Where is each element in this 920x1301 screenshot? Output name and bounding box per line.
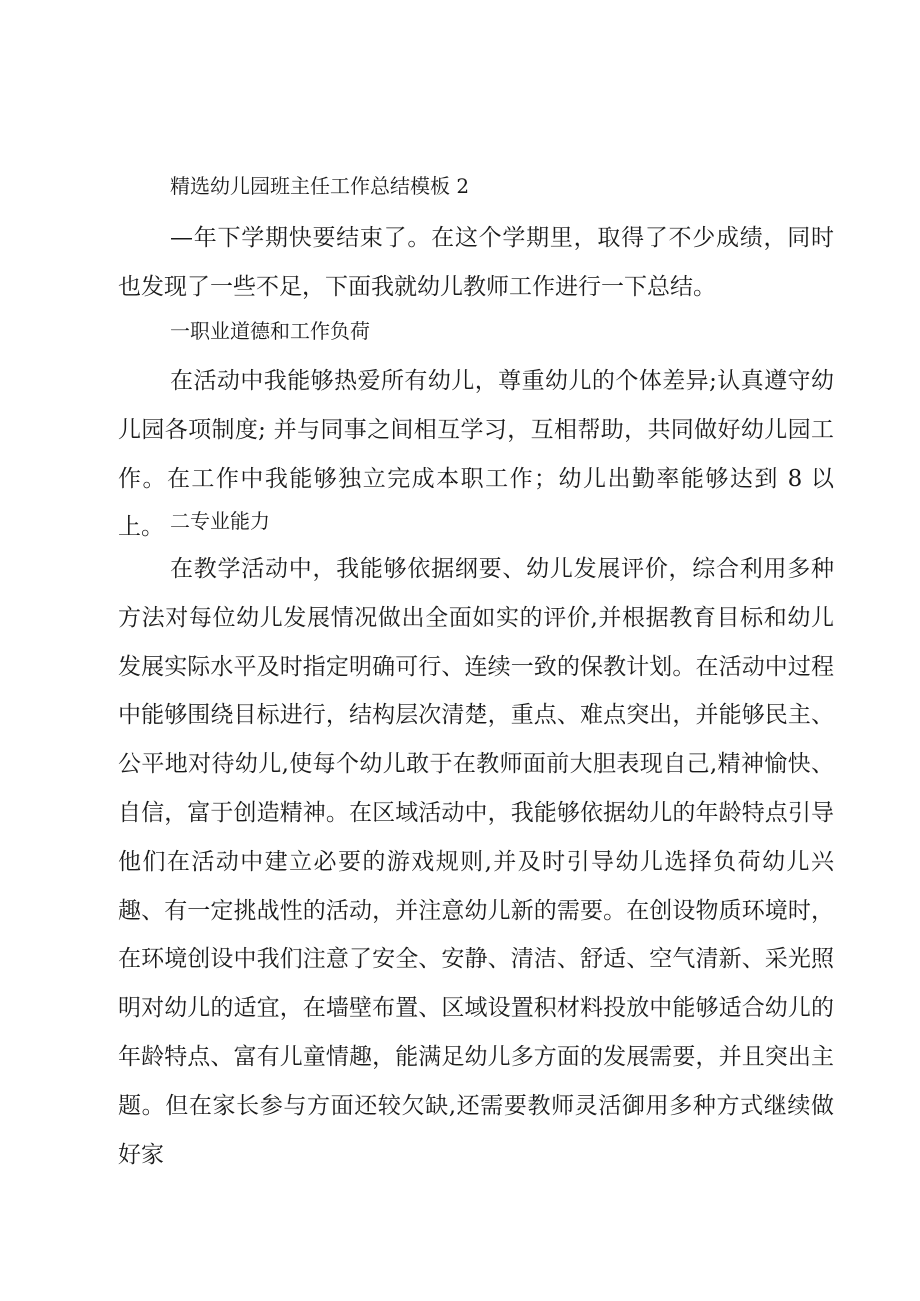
document-title: 精选幼儿园班主任工作总结模板 2 xyxy=(170,174,470,198)
section-heading-ethics: 一职业道德和工作负荷 xyxy=(170,319,370,343)
section-heading-ability: 二专业能力 xyxy=(170,509,270,533)
intro-paragraph: —年下学期快要结束了。在这个学期里，取得了不少成绩，同时也发现了一些不足，下面我就幼儿教师工作进行一下总结。 xyxy=(118,225,834,300)
section-body-ethics: 在活动中我能够热爱所有幼儿，尊重幼儿的个体差异;认真遵守幼儿园各项制度; 并与同事之间相互学习，互相帮助，共同做好幼儿园工作。在工作中我能够独立完成本职工作；幼儿出勤率能够达到 8 以上。 xyxy=(118,368,834,541)
section-body-ability: 在教学活动中，我能够依据纲要、幼儿发展评价，综合利用多种方法对每位幼儿发展情况做出全面如实的评价,并根据教育目标和幼儿发展实际水平及时指定明确可行、连续一致的保教计划。在活动中过程中能够围绕目标进行，结构层次清楚，重点、难点突出，并能够民主、公平地对待幼儿,使每个幼儿敢于在教师面前大胆表现自己,精神愉快、自信，富于创造精神。在区域活动中，我能够依据幼儿的年龄特点引导他们在活动中建立必要的游戏规则,并及时引导幼儿选择负荷幼儿兴趣、有一定挑战性的活动，并注意幼儿新的需要。在创设物质环境时，在环境创设中我们注意了安全、安静、清洁、舒适、空气清新、采光照明对幼儿的适宜，在墙壁布置、区域设置积材料投放中能够适合幼儿的年龄特点、富有儿童情趣，能满足幼儿多方面的发展需要，并且突出主题。但在家长参与方面还较欠缺,还需要教师灵活御用多种方式继续做好家 xyxy=(118,556,834,1168)
